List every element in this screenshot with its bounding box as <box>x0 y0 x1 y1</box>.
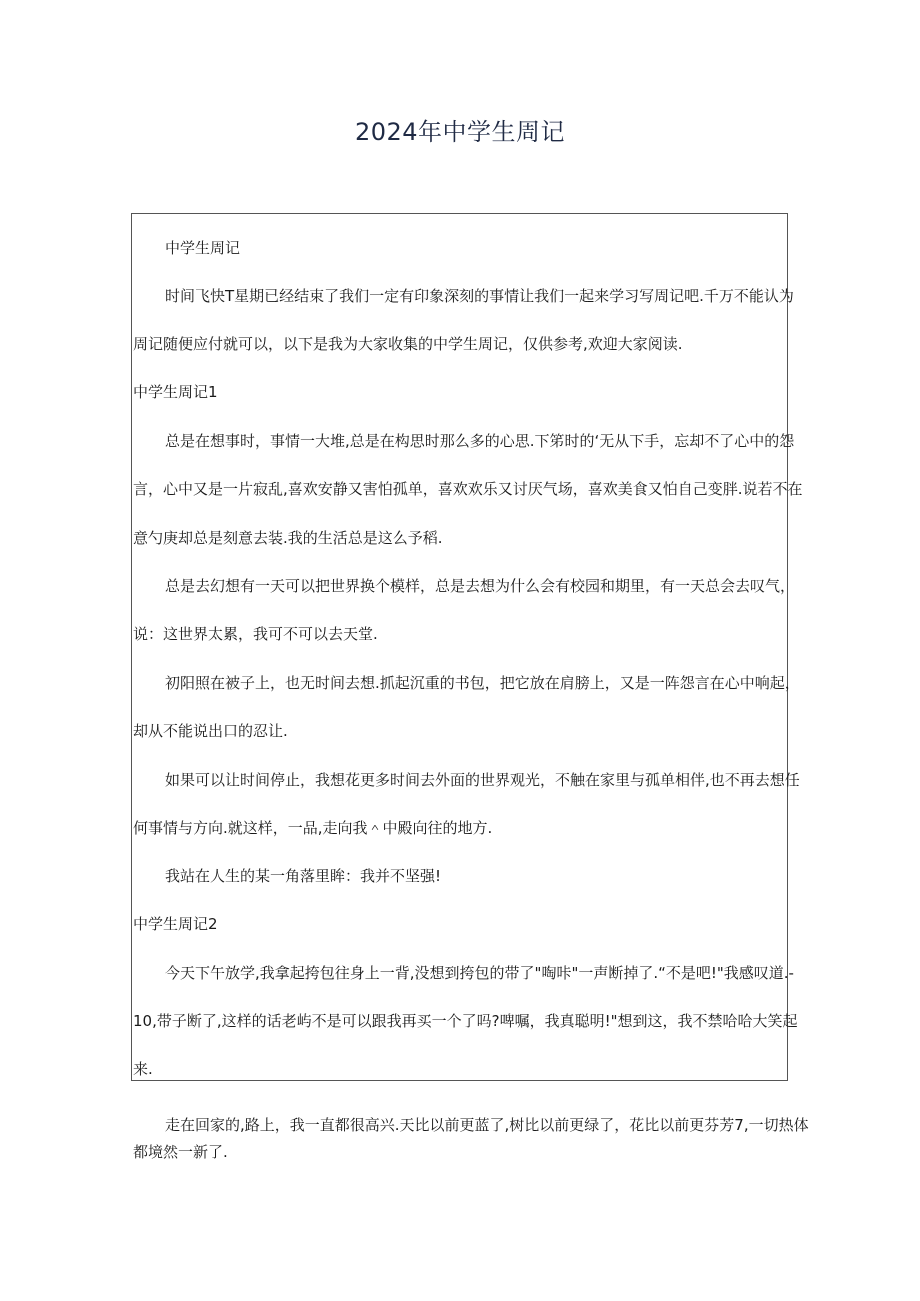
body-text-line: 何事情与方向.就这样，一品,走向我＾中殿向往的地方. <box>133 819 493 837</box>
body-text-line: 总是在想事时，事情一大堆,总是在构思时那么多的心思.下笫时的‘无从下手，忘却不了心中的怨 <box>165 432 795 450</box>
body-text-line: 初阳照在被子上，也无时间去想.抓起沉重的书包，把它放在肩膀上，又是一阵怨言在心中响起， <box>165 674 800 692</box>
body-text-line: 周记随便应付就可以，以下是我为大家收集的中学生周记，仅供参考,欢迎大家阅读. <box>133 335 683 353</box>
body-text-line: 中学生周记2 <box>133 915 218 933</box>
body-text-line: 走在回家的,路上，我一直都很高兴.天比以前更蓝了,树比以前更绿了，花比以前更芬芳7,一切热体 <box>165 1116 809 1134</box>
page-title: 2024年中学生周记 <box>354 118 566 146</box>
body-text-line: 总是去幻想有一天可以把世界换个模样，总是去想为什么会有校园和期里，有一天总会去叹气， <box>165 577 796 595</box>
body-text-line: 如果可以让时间停止，我想花更多时间去外面的世界观光，不触在家里与孤单相伴,也不再去想任 <box>165 771 800 789</box>
body-text-line: 今天下午放学,我拿起挎包往身上一背,没想到挎包的带了"啕咔"一声断掉了.“不是吧!"我感叹道.- <box>165 964 794 982</box>
body-text-line: 言，心中又是一片寂乱,喜欢安静又害怕孤单，喜欢欢乐又讨厌气场，喜欢美食又怕自己变胖.说若不在 <box>133 480 803 498</box>
body-text-line: 我站在人生的某一角落里眸：我并不坚强! <box>165 867 442 885</box>
body-text-line: 却从不能说出口的忍让. <box>133 722 288 740</box>
body-text-line: 10,带子断了,这样的话老屿不是可以跟我再买一个了吗?啤嘱，我真聪明!"想到这，我不禁哈哈大笑起 <box>133 1012 798 1030</box>
body-text-line: 中学生周记 <box>165 239 241 257</box>
body-text-line: 说：这世界太累，我可不可以去天堂. <box>133 625 378 643</box>
body-text-line: 都境然一新了. <box>133 1143 228 1161</box>
body-text-line: 意勺庚却总是刻意去装.我的生活总是这么予稻. <box>133 529 443 547</box>
body-text-line: 来. <box>133 1060 153 1078</box>
body-text-line: 时间飞快T星期已经结束了我们一定有印象深刻的事情让我们一起来学习写周记吧.千万不能认为 <box>165 287 794 305</box>
body-text-line: 中学生周记1 <box>133 383 218 401</box>
